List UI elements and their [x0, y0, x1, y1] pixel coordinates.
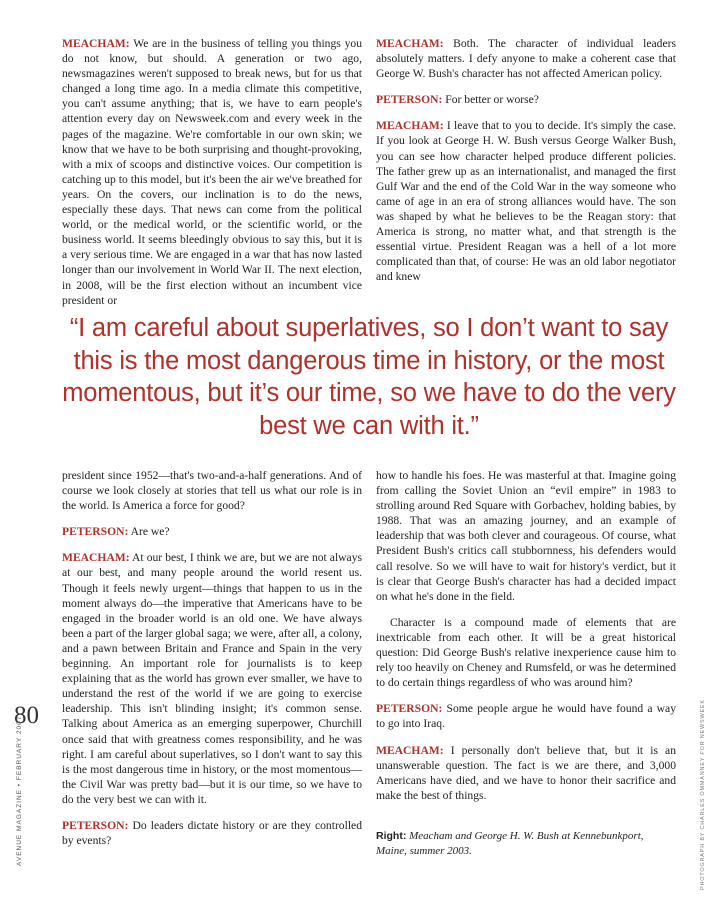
paragraph-text: Are we?	[130, 525, 170, 539]
speaker-meacham: MEACHAM:	[62, 37, 130, 50]
paragraph	[376, 92, 676, 107]
caption-text: Meacham and George H. W. Bush at Kennebunkport, Maine, summer 2003.	[376, 829, 644, 857]
paragraph	[62, 550, 362, 807]
paragraph	[62, 468, 362, 513]
caption-label: Right:	[376, 829, 407, 842]
paragraph	[376, 743, 676, 803]
running-foot: AVENUE MAGAZINE • FEBRUARY 2007	[16, 715, 23, 866]
speaker-meacham: MEACHAM:	[62, 551, 130, 565]
column-bottom-left	[62, 468, 362, 859]
paragraph-text: how to handle his foes. He was masterful at that. Imagine going from calling the Soviet Union an “evil empire” in 1983 to strolling around Red Square with Gorbachev, holding babies, by 1988. That was an amazing journey, and an example of leadership that was both clever and courageous. Of course, what President Bush's critics call stubbornness, his defenders would call resolve. So we will have to wait for history's verdict, but it is clear that George Bush's character has had a decided impact on what he's done in the field.	[376, 469, 676, 603]
paragraph	[62, 36, 362, 308]
photo-credit: PHOTOGRAPH BY CHARLES OMMANNEY FOR NEWSWEEK	[700, 699, 706, 890]
paragraph	[62, 524, 362, 539]
paragraph-text: For better or worse?	[445, 93, 539, 107]
speaker-peterson: PETERSON:	[62, 818, 129, 832]
paragraph	[376, 36, 676, 81]
speaker-peterson: PETERSON:	[62, 525, 129, 539]
paragraph-text: We are in the business of telling you things you do not know, but should. A generation or two ago, newsmagazines weren't supposed to break news, but for us that changed a long time ago. In a media climate this competitive, you can't assume anything; that is, we have to earn people's attention every day on Newsweek.com and every week in the pages of the magazine. We're comfortable in our own skin; we know that we have to be both surprising and thought-provoking, with a mix of scoops and distinctive voices. Our competition is catching up to this model, but it's been the air we've breathed for years. On the covers, our inclination is to do the news, especially these days. That news can come from the political world, or the medical world, or the scientific world, or the business world. It seems bleedingly obvious to say this, but it is a very serious time. We are engaged in a war that has now lasted longer than our involvement in World War II. The next election, in 2008, will be the first election without an incumbent vice president or	[62, 37, 362, 307]
speaker-meacham: MEACHAM:	[376, 37, 444, 50]
paragraph-text: Do leaders dictate history or are they controlled by events?	[62, 818, 362, 848]
column-top-left	[62, 36, 362, 319]
photo-caption	[376, 829, 676, 859]
speaker-peterson: PETERSON:	[376, 93, 443, 107]
paragraph-text: Both. The character of individual leaders absolutely matters. I defy anyone to make a coherent case that George W. Bush's character has not affected American policy.	[376, 37, 676, 81]
paragraph	[62, 818, 362, 848]
paragraph	[376, 468, 676, 604]
speaker-meacham: MEACHAM:	[376, 743, 444, 757]
column-bottom-right	[376, 468, 676, 870]
paragraph	[376, 615, 676, 690]
paragraph	[376, 118, 676, 284]
paragraph	[376, 701, 676, 731]
column-top-right	[376, 36, 676, 295]
paragraph-text: At our best, I think we are, but we are not always at our best, and many people around the world resent us. Though it feels newly urgent—things that happen to us in the moment always do—the imperative that Americans have to be engaged in the broader world is an old one. We have always been a part of the larger global saga; we were, after all, a colony, and a pawn between Britain and France and Spain in the very beginning. An important role for journalists is to keep explaining that as the world has grown ever smaller, we have to understand the rest of the world if we are going to exercise leadership. This isn't blinding insight; it's common sense. Talking about America as an emerging superpower, Churchill once said that with greatness comes responsibility, and he was right. I am careful about superlatives, so I don't want to say this is the most dangerous time in history, or the most momentous—the Civil War was pretty bad—but it is our time, so we have to do the very best we can with it.	[62, 551, 363, 806]
paragraph-text: I leave that to you to decide. It's simply the case. If you look at George H. W. Bush versus George Walker Bush, you can see how character helped produce different policies. The father grew up as an internationalist, and managed the first Gulf War and the end of the Cold War in the way someone who came of age in an era of strong alliances would have. The son was shaped by what he believes to be the Reagan story: that America is strong, no matter what, and that strength is the essential virtue. President Reagan was a hell of a lot more complicated than that, of course: He was an old labor negotiator and knew	[376, 119, 676, 284]
pull-quote: “I am careful about superlatives, so I don’t want to say this is the most dangerous time in history, or the most momentous, but it’s our time, so we have to do the very best we can with it.”	[62, 314, 676, 440]
paragraph-text: I personally don't believe that, but it is an unanswerable question. The fact is we are there, and 3,000 Americans have died, and we have to honor their sacrifice and make the best of things.	[376, 743, 676, 802]
speaker-peterson: PETERSON:	[376, 702, 443, 716]
paragraph-text: Character is a compound made of elements that are inextricable from each other. It will be a great historical question: Did George Bush's relative inexperience cause him to rely too heavily on Cheney and Rumsfeld, or was he determined to do certain things regardless of who was around him?	[376, 615, 676, 690]
paragraph-text: president since 1952—that's two-and-a-half generations. And of course we look closely at stories that tell us what our role is in the world. Is America a force for good?	[62, 469, 362, 513]
speaker-meacham: MEACHAM:	[376, 119, 444, 133]
paragraph-text: Some people argue he would have found a way to go into Iraq.	[376, 702, 677, 731]
page-number: 80	[14, 702, 39, 729]
